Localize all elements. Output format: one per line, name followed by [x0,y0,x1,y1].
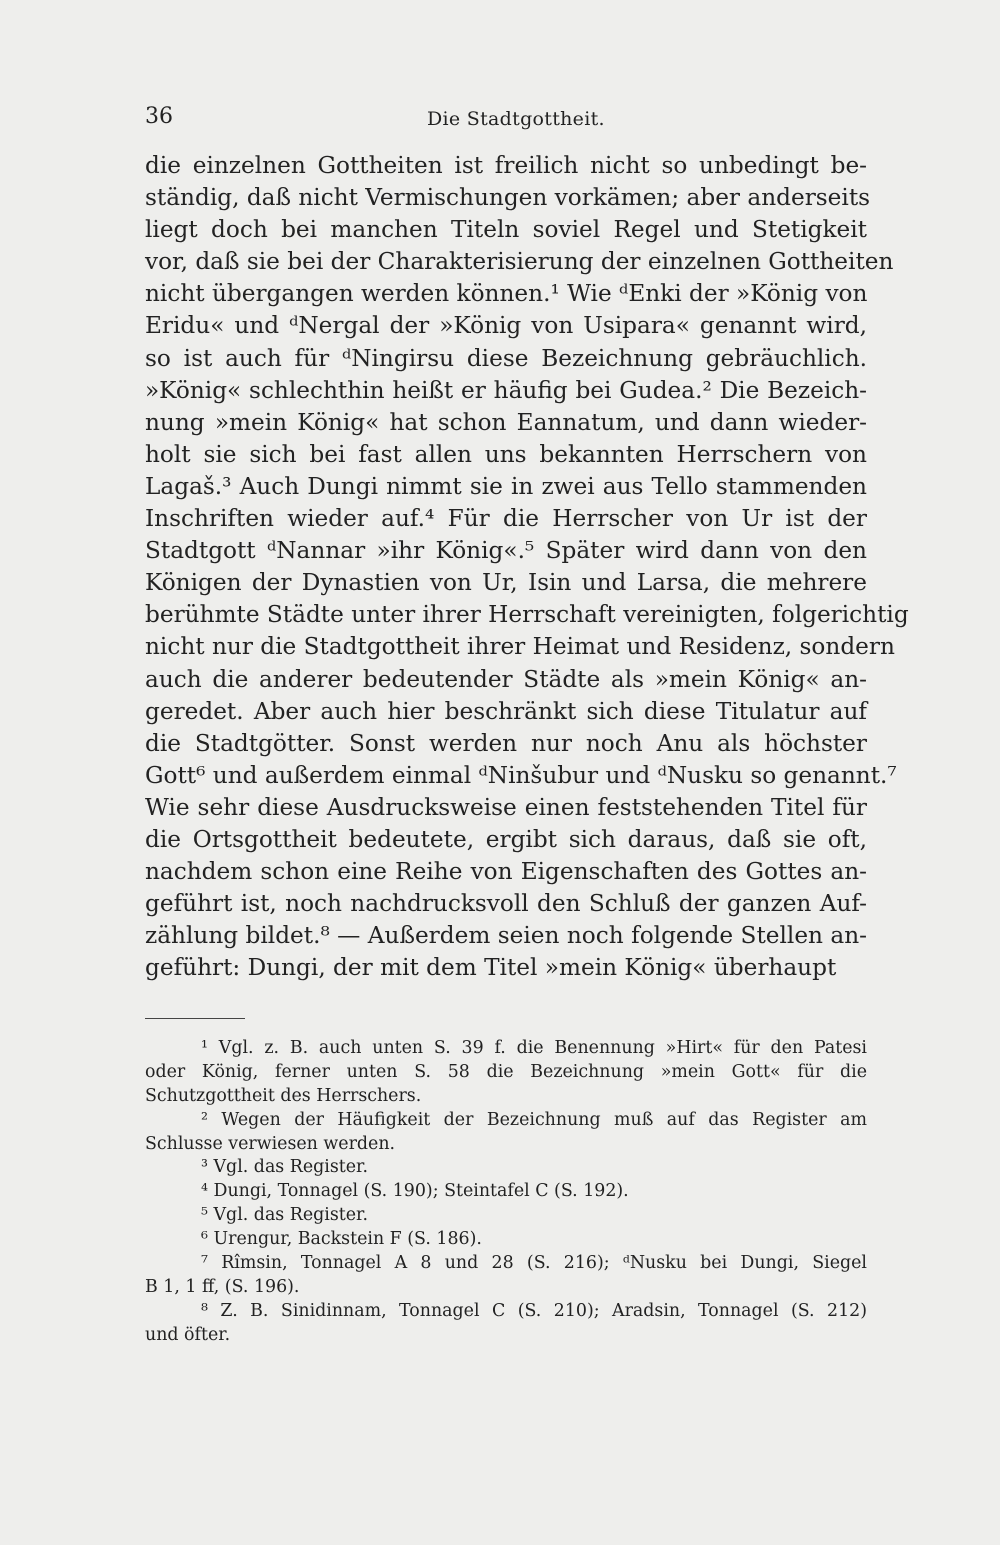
footnote-line: ⁶ Urengur, Backstein F (S. 186). [201,1229,482,1250]
footnote-line: oder König, ferner unten S. 58 die Bezeichnung »mein Gott« für die [145,1061,867,1082]
footnote [145,1300,867,1348]
footnote-line: ¹ Vgl. z. B. auch unten S. 39 f. die Benennung »Hirt« für den Patesi [201,1038,867,1058]
body-line: nachdem schon eine Reihe von Eigenschaften des Gottes an- [145,858,867,886]
footnote-line: ⁸ Z. B. Sinidinnam, Tonnagel C (S. 210); Aradsin, Tonnagel (S. 212) [201,1300,867,1321]
footnote-line: Schlusse verwiesen werden. [145,1133,396,1154]
footnote-line: ³ Vgl. das Register. [201,1157,368,1178]
body-line: die Ortsgottheit bedeutete, ergibt sich daraus, daß sie oft, [145,825,867,853]
footnote [145,1037,867,1109]
body-line: Königen der Dynastien von Ur, Isin und Larsa, die mehrere [145,569,867,597]
footnote [145,1156,867,1180]
body-line: nicht übergangen werden können.¹ Wie ᵈEnki der »König von [145,280,868,308]
page-number: 36 [145,104,173,129]
footnotes [145,1037,867,1348]
body-line: geführt: Dungi, der mit dem Titel »mein König« überhaupt [145,954,837,982]
body-line: so ist auch für ᵈNingirsu diese Bezeichnung gebräuchlich. [145,344,867,372]
body-line: »König« schlechthin heißt er häufig bei Gudea.² Die Bezeich- [145,376,867,404]
footnote-divider [145,1018,245,1019]
footnote-line: ⁴ Dungi, Tonnagel (S. 190); Steintafel C (S. 192). [201,1181,629,1202]
body-line: Wie sehr diese Ausdrucksweise einen feststehenden Titel für [145,793,867,821]
body-line: Eridu« und ᵈNergal der »König von Usipara« genannt wird, [145,312,867,340]
body-line: liegt doch bei manchen Titeln soviel Regel und Stetigkeit [145,216,867,244]
footnote-line: ² Wegen der Häufigkeit der Bezeichnung muß auf das Register am [201,1109,867,1130]
body-line: geführt ist, noch nachdrucksvoll den Schluß der ganzen Auf- [145,890,867,918]
body-line: die Stadtgötter. Sonst werden nur noch Anu als höchster [145,729,867,757]
body-line: nung »mein König« hat schon Eannatum, und dann wieder- [145,408,867,436]
footnote-line: ⁵ Vgl. das Register. [201,1205,368,1226]
body-line: Lagaš.³ Auch Dungi nimmt sie in zwei aus Tello stammenden [145,472,867,500]
running-head [145,104,865,134]
footnote [145,1228,867,1252]
footnote-line: ⁷ Rîmsin, Tonnagel A 8 und 28 (S. 216); ᵈNusku bei Dungi, Siegel [201,1253,867,1274]
footnote-line: und öfter. [145,1324,231,1345]
body-line: berühmte Städte unter ihrer Herrschaft vereinigten, folgerichtig [145,601,909,629]
running-title: Die Stadtgottheit. [427,108,605,130]
body-line: die einzelnen Gottheiten ist freilich nicht so unbedingt be- [145,152,867,179]
footnote [145,1180,867,1204]
body-line: Stadtgott ᵈNannar »ihr König«.⁵ Später wird dann von den [145,537,867,565]
footnote-line: Schutzgottheit des Herrschers. [145,1085,422,1106]
body-line: nicht nur die Stadtgottheit ihrer Heimat und Residenz, sondern [145,633,895,661]
body-line: ständig, daß nicht Vermischungen vorkämen; aber anderseits [145,184,871,212]
body-line: zählung bildet.⁸ — Außerdem seien noch folgende Stellen an- [145,922,867,950]
footnote-line: B 1, 1 ff, (S. 196). [145,1276,300,1297]
body-line: auch die anderer bedeutender Städte als »mein König« an- [145,665,867,693]
body-text [145,150,909,984]
footnote [145,1204,867,1228]
body-line: vor, daß sie bei der Charakterisierung der einzelnen Gottheiten [145,248,894,276]
footnote [145,1252,867,1300]
body-line: holt sie sich bei fast allen uns bekannten Herrschern von [145,440,867,468]
body-line: geredet. Aber auch hier beschränkt sich diese Titulatur auf [145,697,867,725]
body-line: Gott⁶ und außerdem einmal ᵈNinšubur und ᵈNusku so genannt.⁷ [145,761,897,789]
body-line: Inschriften wieder auf.⁴ Für die Herrscher von Ur ist der [145,505,867,533]
footnote [145,1109,867,1157]
